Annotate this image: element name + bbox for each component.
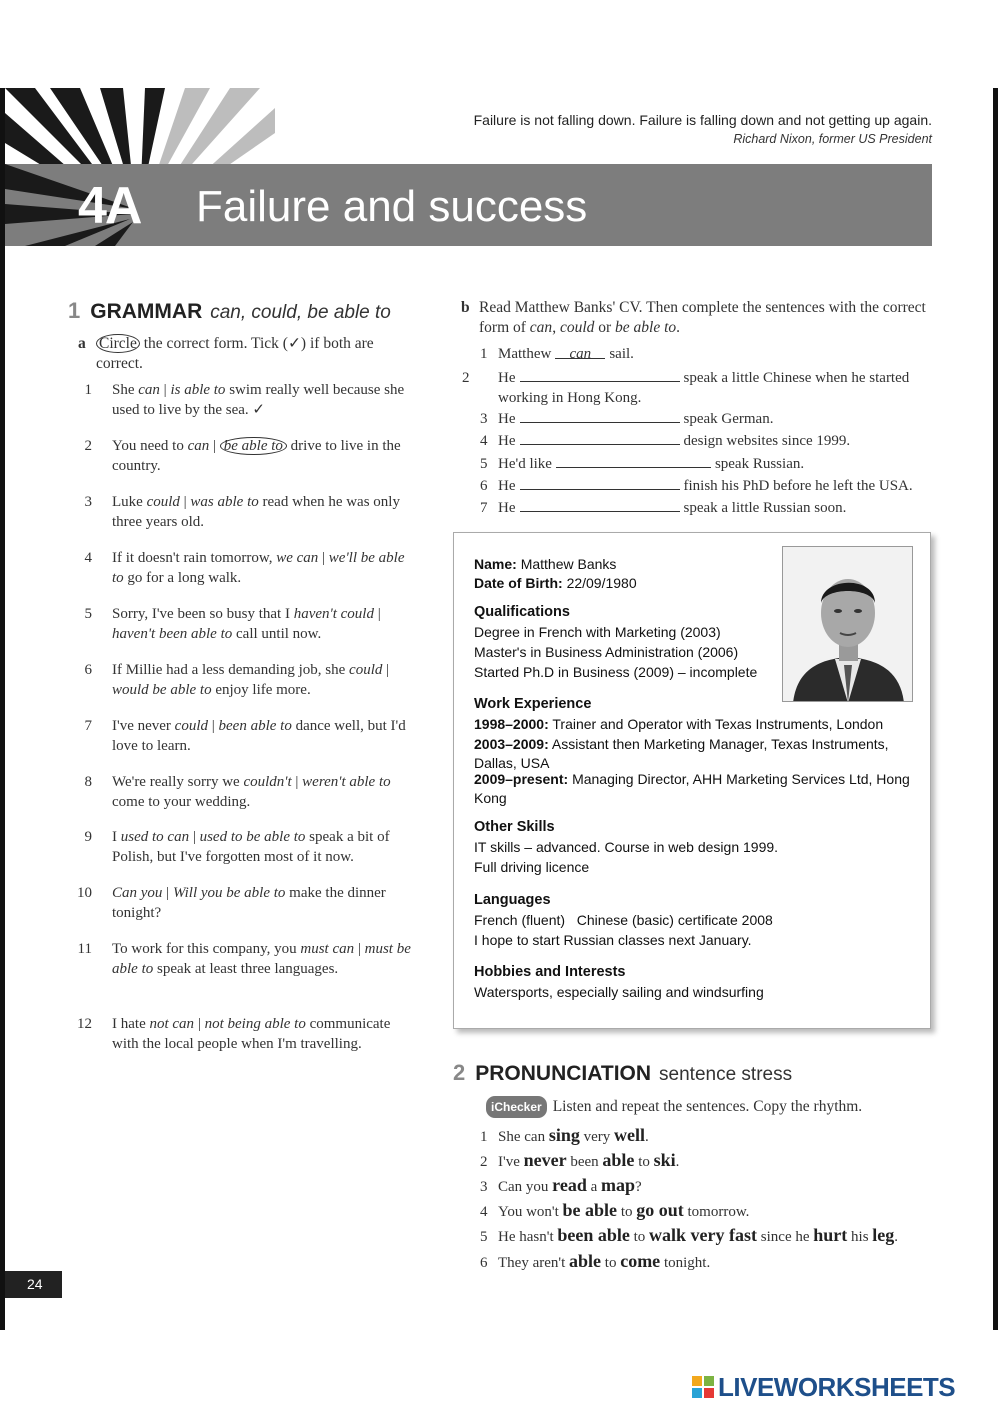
item-number: 2 <box>480 1154 488 1170</box>
part-b-period: . <box>676 319 681 336</box>
option-separator: | <box>373 606 381 622</box>
cv-sentence-item <box>480 430 940 451</box>
unstressed-word: . <box>645 1129 649 1145</box>
item-post: swim really well because she used to live by the sea. ✓ <box>112 382 405 418</box>
cv-qualification: Master's in Business Administration (2006) <box>474 644 739 660</box>
page-border-left <box>0 88 5 1330</box>
grammar-item <box>84 827 416 867</box>
liveworksheets-logo[interactable] <box>692 1372 955 1403</box>
option-separator: | <box>291 774 303 790</box>
section-1-header <box>68 298 391 324</box>
unit-number: 4A <box>78 177 141 235</box>
option-separator: | <box>354 941 365 957</box>
item-number: 4 <box>480 1204 488 1220</box>
grammar-item <box>84 772 416 812</box>
unstressed-word: very <box>579 1129 615 1145</box>
cv-work-item <box>474 715 914 734</box>
item-number: 5 <box>84 606 92 622</box>
unstressed-word: to <box>629 1229 650 1245</box>
grammar-item <box>84 660 416 700</box>
item-text <box>112 883 416 923</box>
item-post: speak at least three languages. <box>153 961 339 977</box>
section-1-title: GRAMMAR <box>90 300 203 323</box>
item-start: He <box>498 433 516 449</box>
item-post: drive to live in the country. <box>112 438 401 474</box>
item-post: communicate with the local people when I'm travelling. <box>112 1016 391 1052</box>
item-number: 9 <box>84 829 92 845</box>
item-number: 2 <box>462 370 470 386</box>
unstressed-word: tomorrow. <box>683 1204 750 1220</box>
circle-word: Circle <box>96 334 140 353</box>
quote-author: Richard Nixon, former US President <box>733 132 932 146</box>
stressed-word: be able <box>562 1200 618 1220</box>
item-number: 6 <box>84 662 92 678</box>
answer-blank[interactable] <box>520 408 680 423</box>
stressed-word: ski <box>653 1150 676 1170</box>
item-number: 7 <box>84 718 92 734</box>
item-number: 10 <box>77 885 92 901</box>
stressed-word: go out <box>636 1200 684 1220</box>
cv-sentence-item <box>480 408 940 429</box>
stressed-word: walk very fast <box>649 1225 758 1245</box>
item-text <box>112 827 416 867</box>
part-b-be-able-to: be able to <box>615 319 677 336</box>
unstressed-word: to <box>634 1154 654 1170</box>
item-start: He'd like <box>498 456 552 472</box>
grammar-item <box>84 716 416 756</box>
item-text <box>112 939 416 979</box>
option-2[interactable]: used to be able to <box>199 829 306 845</box>
pronunciation-sentence <box>480 1199 749 1223</box>
item-number: 7 <box>480 500 488 516</box>
option-separator: | <box>179 494 191 510</box>
cv-photo <box>782 546 913 702</box>
part-b-or: or <box>594 319 616 336</box>
option-2[interactable]: must be able to <box>112 941 411 977</box>
option-separator: | <box>382 662 390 678</box>
item-pre: I hate <box>112 1016 150 1032</box>
pronunciation-sentence <box>480 1174 642 1198</box>
item-rest: finish his PhD before he left the USA. <box>683 478 913 494</box>
item-text <box>112 716 416 756</box>
grammar-item <box>77 939 416 979</box>
item-number: 11 <box>77 941 92 957</box>
grammar-item <box>84 492 416 532</box>
item-number: 4 <box>480 433 488 449</box>
answer-blank[interactable] <box>556 453 711 468</box>
part-b-can: can <box>529 319 553 336</box>
unstressed-word: He hasn't <box>498 1229 558 1245</box>
cv-skill: IT skills – advanced. Course in web design 1999. <box>474 839 779 855</box>
unstressed-word: They aren't <box>498 1255 570 1271</box>
stressed-word: well <box>614 1125 646 1145</box>
unstressed-word: You won't <box>498 1204 563 1220</box>
stressed-word: never <box>523 1150 567 1170</box>
item-number: 3 <box>84 494 92 510</box>
cv-dob-value: 22/09/1980 <box>566 575 637 591</box>
option-separator: | <box>318 550 329 566</box>
option-1[interactable]: could <box>349 662 383 678</box>
part-a-instruction-text: the correct form. Tick (✓) if both are correct. <box>96 335 374 372</box>
cv-work-title: Work Experience <box>474 696 592 712</box>
item-start: He <box>498 500 516 516</box>
unstressed-word: . <box>675 1154 680 1170</box>
option-1[interactable]: could <box>174 718 208 734</box>
part-b-letter: b <box>461 299 470 316</box>
unstressed-word: Can you <box>498 1179 553 1195</box>
cv-qualifications-title: Qualifications <box>474 604 570 620</box>
part-b-could: could <box>559 319 595 336</box>
unstressed-word: I've <box>498 1154 524 1170</box>
cv-sentence-item <box>480 344 940 364</box>
option-1[interactable]: can <box>138 382 160 398</box>
item-pre: To work for this company, you <box>112 941 301 957</box>
cv-work-desc: Managing Director, AHH Marketing Services Ltd, Hong Kong <box>474 771 910 806</box>
item-start: He <box>498 370 516 386</box>
page-number: 24 <box>5 1271 62 1298</box>
header-quote <box>474 112 932 146</box>
item-text <box>112 772 416 812</box>
grammar-item <box>84 380 416 420</box>
cv-hobbies-title: Hobbies and Interests <box>474 964 626 980</box>
cv-work-desc: Trainer and Operator with Texas Instruments, London <box>552 716 884 732</box>
cv-name <box>474 555 616 574</box>
option-separator: | <box>189 829 200 845</box>
item-start: Matthew <box>498 346 552 362</box>
item-pre: Luke <box>112 494 147 510</box>
option-1[interactable]: used to can <box>120 829 190 845</box>
option-separator: | <box>159 382 171 398</box>
answer-blank[interactable] <box>520 475 680 490</box>
stressed-word: able <box>602 1150 635 1170</box>
part-a-instruction <box>78 334 416 374</box>
option-1[interactable]: can <box>187 438 210 454</box>
option-2[interactable]: Will you be able to <box>172 885 286 901</box>
item-pre: We're really sorry we <box>112 774 244 790</box>
item-post: call until now. <box>232 626 322 642</box>
option-2[interactable]: we'll be able to <box>112 550 405 586</box>
cv-dob-label: Date of Birth: <box>474 575 563 591</box>
unstressed-word: to <box>601 1255 621 1271</box>
item-number: 6 <box>480 478 488 494</box>
item-text <box>112 604 416 644</box>
cv-work-item <box>474 735 914 773</box>
unstressed-word: . <box>894 1229 899 1245</box>
item-pre: I <box>112 829 121 845</box>
pronunciation-sentence <box>480 1149 679 1173</box>
pronunciation-sentence <box>480 1124 649 1148</box>
item-number: 3 <box>480 411 488 427</box>
part-b-instruction <box>461 298 929 338</box>
item-text <box>112 1014 416 1054</box>
cv-sentence-item <box>480 453 940 474</box>
section-2-header <box>453 1060 792 1086</box>
liveworksheets-logo-text: LIVEWORKSHEETS <box>718 1372 956 1402</box>
answer-blank[interactable] <box>520 367 680 382</box>
part-a-letter: a <box>78 335 86 352</box>
page-border-right <box>993 88 998 1330</box>
stressed-word: leg <box>872 1225 895 1245</box>
item-text <box>112 660 416 700</box>
item-number: 1 <box>480 1129 488 1145</box>
option-1[interactable]: Can you <box>112 885 163 901</box>
item-number: 3 <box>480 1179 488 1195</box>
answer-blank[interactable]: can <box>555 344 605 359</box>
cv-skills-title: Other Skills <box>474 819 555 835</box>
item-post: enjoy life more. <box>211 682 311 698</box>
item-text <box>112 380 416 420</box>
item-post: read when he was only three years old. <box>112 494 400 530</box>
section-2-instruction-text: Listen and repeat the sentences. Copy the rhythm. <box>552 1098 863 1115</box>
pronunciation-sentence <box>480 1224 898 1248</box>
unstressed-word: his <box>847 1229 873 1245</box>
cv-work-item <box>474 770 914 808</box>
cv-hobbies: Watersports, especially sailing and windsurfing <box>474 984 764 1000</box>
item-post: go for a long walk. <box>123 570 242 586</box>
item-number: 12 <box>77 1016 92 1032</box>
item-post: come to your wedding. <box>112 794 251 810</box>
item-text <box>112 436 416 476</box>
cv-sentence-item <box>480 475 940 496</box>
item-text <box>112 492 416 532</box>
item-number: 8 <box>84 774 92 790</box>
item-post: dance well, but I'd love to learn. <box>112 718 406 754</box>
item-pre: Sorry, I've been so busy that I <box>112 606 294 622</box>
grammar-item <box>84 436 416 476</box>
option-2[interactable]: is able to <box>170 382 226 398</box>
cv-sentence-item <box>480 497 940 518</box>
item-start: He <box>498 478 516 494</box>
stressed-word: sing <box>548 1125 580 1145</box>
option-2[interactable]: been able to <box>218 718 292 734</box>
stressed-word: come <box>620 1251 661 1271</box>
grammar-item <box>84 604 416 644</box>
option-1[interactable]: could <box>146 494 180 510</box>
item-number: 2 <box>84 438 92 454</box>
option-2[interactable]: not being able to <box>204 1016 306 1032</box>
cv-qualification: Degree in French with Marketing (2003) <box>474 624 721 640</box>
option-1[interactable]: not can <box>149 1016 195 1032</box>
item-rest: speak German. <box>683 411 774 427</box>
stressed-word: able <box>569 1251 602 1271</box>
liveworksheets-logo-icon <box>692 1376 714 1398</box>
cv-sentence-item <box>462 367 910 408</box>
cv-language: French (fluent) Chinese (basic) certificate 2008 <box>474 912 773 928</box>
option-separator: | <box>162 885 173 901</box>
man-portrait-icon <box>783 547 913 702</box>
unstressed-word: a <box>586 1179 602 1195</box>
grammar-item <box>77 883 416 923</box>
part-b-instruction-text: Read Matthew Banks' CV. Then complete the sentences with the correct form of <box>479 299 926 336</box>
item-rest: speak a little Chinese when he started working in Hong Kong. <box>498 370 910 406</box>
cv-work-years: 2009–present: <box>474 771 569 787</box>
pronunciation-sentence <box>480 1250 710 1274</box>
answer-blank[interactable] <box>520 430 680 445</box>
unstressed-word: She can <box>498 1129 549 1145</box>
option-1[interactable]: haven't could <box>293 606 374 622</box>
item-pre: If Millie had a less demanding job, she <box>112 662 350 678</box>
stressed-word: hurt <box>813 1225 848 1245</box>
unit-title: Failure and success <box>196 182 588 231</box>
item-text <box>112 548 416 588</box>
cv-work-years: 1998–2000: <box>474 716 549 732</box>
cv-work-desc: Assistant then Marketing Manager, Texas Instruments, Dallas, USA <box>474 736 889 771</box>
cv-name-label: Name: <box>474 556 517 572</box>
section-2-title: PRONUNCIATION <box>475 1062 652 1085</box>
option-separator: | <box>194 1016 205 1032</box>
option-2[interactable]: was able to <box>190 494 259 510</box>
option-1[interactable]: we can <box>276 550 319 566</box>
grammar-item <box>77 1014 416 1054</box>
option-separator: | <box>209 438 220 454</box>
option-2[interactable]: weren't able to <box>302 774 391 790</box>
item-pre: She <box>112 382 139 398</box>
answer-blank[interactable] <box>520 497 680 512</box>
item-rest: speak Russian. <box>714 456 805 472</box>
cv-qualification: Started Ph.D in Business (2009) – incomplete <box>474 664 758 680</box>
item-number: 6 <box>480 1255 488 1271</box>
unstressed-word: to <box>617 1204 637 1220</box>
unstressed-word: since he <box>757 1229 814 1245</box>
item-pre: If it doesn't rain tomorrow, <box>112 550 277 566</box>
unstressed-word: ? <box>635 1179 642 1195</box>
option-separator: | <box>208 718 219 734</box>
item-rest: sail. <box>609 346 634 362</box>
item-rest: design websites since 1999. <box>683 433 851 449</box>
stressed-word: read <box>552 1175 587 1195</box>
item-number: 4 <box>84 550 92 566</box>
unstressed-word: tonight. <box>660 1255 711 1271</box>
section-1-number: 1 <box>68 298 81 323</box>
item-number: 5 <box>480 456 488 472</box>
option-1[interactable]: must can <box>300 941 355 957</box>
section-1-subtitle: can, could, be able to <box>210 302 391 323</box>
option-2[interactable]: be able to <box>220 437 287 455</box>
ichecker-badge[interactable]: iChecker <box>486 1096 547 1118</box>
cv-skill: Full driving licence <box>474 859 590 875</box>
item-number: 1 <box>480 346 488 362</box>
item-rest: speak a little Russian soon. <box>683 500 847 516</box>
item-pre: You need to <box>112 438 188 454</box>
item-post: make the dinner tonight? <box>112 885 386 921</box>
item-start: He <box>498 411 516 427</box>
grammar-item <box>84 548 416 588</box>
section-2-number: 2 <box>453 1060 466 1085</box>
item-number: 1 <box>84 382 92 398</box>
item-post: speak a bit of Polish, but I've forgotten most of it now. <box>112 829 390 865</box>
cv-language: I hope to start Russian classes next January. <box>474 932 752 948</box>
option-1[interactable]: couldn't <box>243 774 292 790</box>
option-2[interactable]: would be able to <box>112 682 212 698</box>
option-2[interactable]: haven't been able to <box>112 626 233 642</box>
stressed-word: been able <box>557 1225 630 1245</box>
part-b-comma: , <box>552 319 560 336</box>
section-2-instruction <box>486 1096 936 1118</box>
section-2-subtitle: sentence stress <box>659 1064 793 1085</box>
cv-name-value: Matthew Banks <box>520 556 617 572</box>
unstressed-word: been <box>566 1154 603 1170</box>
cv-dob <box>474 574 637 593</box>
cv-work-years: 2003–2009: <box>474 736 549 752</box>
item-number: 5 <box>480 1229 488 1245</box>
cv-languages-title: Languages <box>474 892 551 908</box>
stressed-word: map <box>601 1175 636 1195</box>
item-pre: I've never <box>112 718 175 734</box>
quote-text: Failure is not falling down. Failure is falling down and not getting up again. <box>473 112 932 128</box>
